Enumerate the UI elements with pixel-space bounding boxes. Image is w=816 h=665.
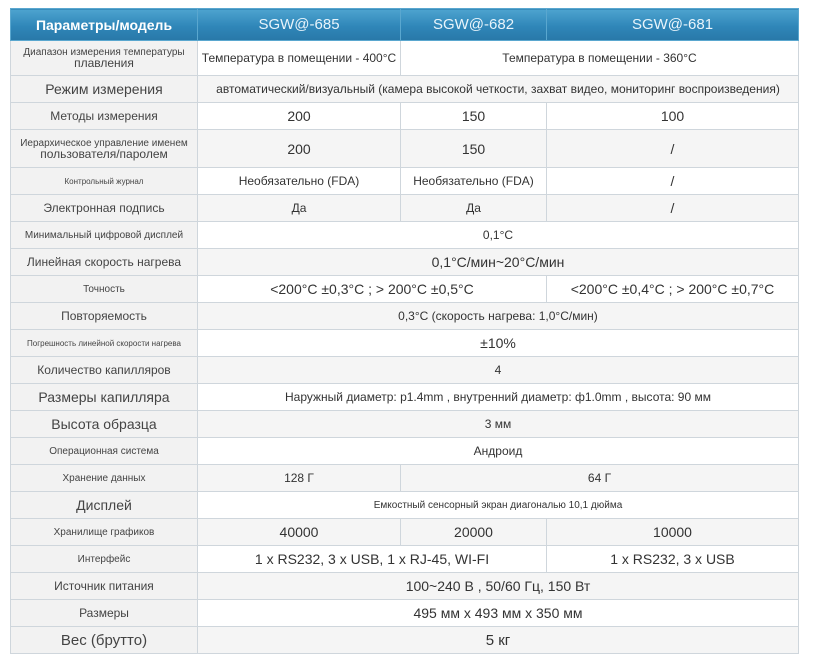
- cell-sgw681: /: [547, 130, 799, 168]
- row-interface: [11, 546, 799, 573]
- cell-sgw685: Да: [198, 195, 401, 222]
- cell-sgw682: Необязательно (FDA): [401, 168, 547, 195]
- row-label: Методы измерения: [11, 103, 198, 130]
- cell-sgw681: 1 x RS232, 3 x USB: [547, 546, 799, 573]
- row-display: [11, 492, 799, 519]
- cell-all-models: 4: [198, 357, 799, 384]
- row-dimensions: [11, 600, 799, 627]
- row-graph-storage: [11, 519, 799, 546]
- row-label: Хранилище графиков: [11, 519, 198, 546]
- cell-sgw682: 20000: [401, 519, 547, 546]
- cell-sgw681: 100: [547, 103, 799, 130]
- row-capillary-size: [11, 384, 799, 411]
- cell-all-models: 0,3°C (скорость нагрева: 1,0°C/мин): [198, 303, 799, 330]
- row-weight: [11, 627, 799, 654]
- row-label: Линейная скорость нагрева: [11, 249, 198, 276]
- row-repeatability: [11, 303, 799, 330]
- row-mode: [11, 76, 799, 103]
- row-label: Режим измерения: [11, 76, 198, 103]
- row-label: Источник питания: [11, 573, 198, 600]
- cell-all-models: 5 кг: [198, 627, 799, 654]
- cell-sgw681: /: [547, 195, 799, 222]
- cell-sgw682: 150: [401, 130, 547, 168]
- row-label: Минимальный цифровой дисплей: [11, 222, 198, 249]
- row-label: Размеры: [11, 600, 198, 627]
- row-audit-trail: [11, 168, 799, 195]
- row-label: Электронная подпись: [11, 195, 198, 222]
- row-label: Повторяемость: [11, 303, 198, 330]
- spec-table: [10, 8, 799, 654]
- row-accuracy: [11, 276, 799, 303]
- cell-sgw682: 150: [401, 103, 547, 130]
- cell-all-models: Наружный диаметр: p1.4mm , внутренний диаметр: ф1.0mm , высота: 90 мм: [198, 384, 799, 411]
- cell-sgw685: 40000: [198, 519, 401, 546]
- cell-sgw685-682: <200°C ±0,3°C ; > 200°C ±0,5°C: [198, 276, 547, 303]
- row-label: [11, 41, 198, 76]
- row-label-line2: пользователя/паролем: [40, 146, 168, 161]
- row-label: Количество капилляров: [11, 357, 198, 384]
- spec-table-wrapper: [10, 8, 798, 654]
- row-user-management: [11, 130, 799, 168]
- cell-all-models: 0,1°C: [198, 222, 799, 249]
- row-label: Контрольный журнал: [11, 168, 198, 195]
- cell-all-models: 495 мм x 493 мм x 350 мм: [198, 600, 799, 627]
- row-capillaries: [11, 357, 799, 384]
- row-rate-error: [11, 330, 799, 357]
- cell-sgw685: Необязательно (FDA): [198, 168, 401, 195]
- cell-sgw681: /: [547, 168, 799, 195]
- row-label: Операционная система: [11, 438, 198, 465]
- row-label: Высота образца: [11, 411, 198, 438]
- row-melting-range: [11, 41, 799, 76]
- row-label: Дисплей: [11, 492, 198, 519]
- row-label: Вес (брутто): [11, 627, 198, 654]
- row-methods: [11, 103, 799, 130]
- header-model-682: SGW@-682: [401, 9, 547, 41]
- cell-all-models: 0,1°C/мин~20°C/мин: [198, 249, 799, 276]
- row-label: Погрешность линейной скорости нагрева: [11, 330, 198, 357]
- row-heat-rate: [11, 249, 799, 276]
- cell-all-models: 3 мм: [198, 411, 799, 438]
- row-label: Точность: [11, 276, 198, 303]
- row-os: [11, 438, 799, 465]
- cell-sgw681: 10000: [547, 519, 799, 546]
- cell-sgw682-681: 64 Г: [401, 465, 799, 492]
- row-label-line1: Диапазон измерения температуры: [23, 47, 185, 58]
- header-model-681: SGW@-681: [547, 9, 799, 41]
- row-data-storage: [11, 465, 799, 492]
- row-label-line1: Иерархическое управление именем: [20, 137, 188, 149]
- row-label-line2: плавления: [74, 56, 134, 70]
- row-label: Хранение данных: [11, 465, 198, 492]
- header-model-685: SGW@-685: [198, 9, 401, 41]
- cell-sgw682-681: Температура в помещении - 360°C: [401, 41, 799, 76]
- row-label: Размеры капилляра: [11, 384, 198, 411]
- header-param-model: Параметры/модель: [11, 9, 198, 41]
- cell-all-models: 100~240 В , 50/60 Гц, 150 Вт: [198, 573, 799, 600]
- cell-all-models: Андроид: [198, 438, 799, 465]
- row-power: [11, 573, 799, 600]
- cell-sgw685: 200: [198, 103, 401, 130]
- cell-all-models: Емкостный сенсорный экран диагональю 10,1 дюйма: [198, 492, 799, 519]
- row-label: [11, 130, 198, 168]
- cell-sgw682: Да: [401, 195, 547, 222]
- header-row: [11, 9, 799, 41]
- cell-all-models: ±10%: [198, 330, 799, 357]
- cell-sgw685-682: 1 x RS232, 3 x USB, 1 x RJ-45, WI-FI: [198, 546, 547, 573]
- cell-all-models: автоматический/визуальный (камера высокой четкости, захват видео, мониторинг воспроизведения): [198, 76, 799, 103]
- cell-sgw685: 200: [198, 130, 401, 168]
- row-sample-height: [11, 411, 799, 438]
- row-min-display: [11, 222, 799, 249]
- row-esignature: [11, 195, 799, 222]
- row-label: Интерфейс: [11, 546, 198, 573]
- cell-sgw681: <200°C ±0,4°C ; > 200°C ±0,7°C: [547, 276, 799, 303]
- cell-sgw685: Температура в помещении - 400°C: [198, 41, 401, 76]
- cell-sgw685: 128 Г: [198, 465, 401, 492]
